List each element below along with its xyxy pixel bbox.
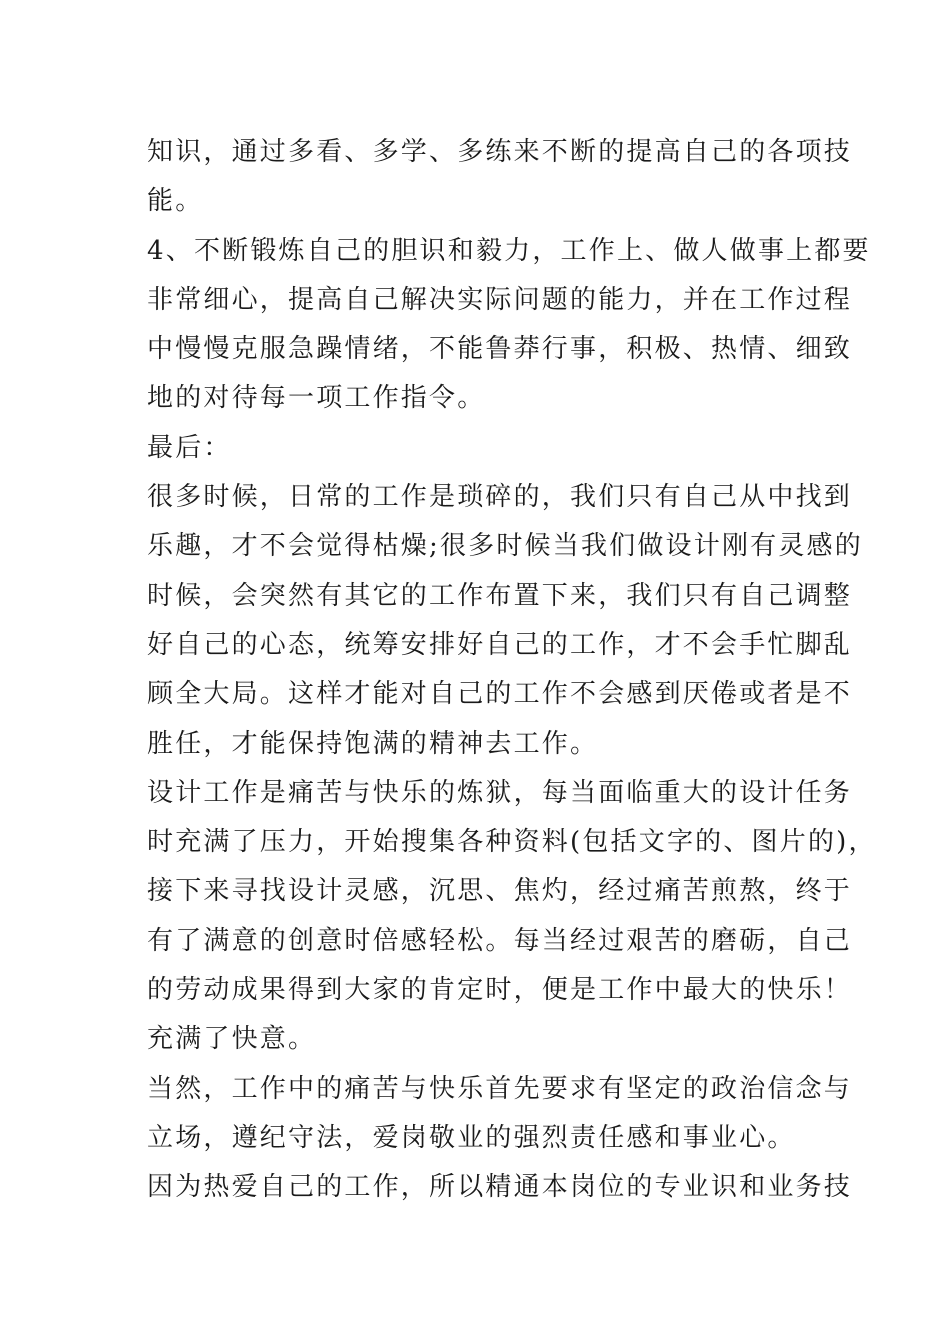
text-line: 顾全大局。这样才能对自己的工作不会感到厌倦或者是不	[147, 679, 853, 710]
text-line: 很多时候，日常的工作是琐碎的，我们只有自己从中找到	[147, 482, 853, 513]
text-line: 充满了快意。	[147, 1024, 317, 1055]
text-line: 乐趣，才不会觉得枯燥;很多时候当我们做设计刚有灵感的	[147, 531, 863, 562]
text-line: 设计工作是痛苦与快乐的炼狱，每当面临重大的设计任务	[147, 777, 853, 808]
text-line: 时候，会突然有其它的工作布置下来，我们只有自己调整	[147, 580, 853, 611]
text-line: 知识，通过多看、多学、多练来不断的提高自己的各项技	[147, 137, 853, 167]
text-line: 好自己的心态，统筹安排好自己的工作，才不会手忙脚乱	[147, 629, 853, 660]
text-line: 4、不断锻炼自己的胆识和毅力，工作上、做人做事上都要	[147, 235, 871, 266]
text-line: 胜任，才能保持饱满的精神去工作。	[147, 728, 599, 759]
text-line: 非常细心，提高自己解决实际问题的能力，并在工作过程	[147, 284, 853, 315]
text-line: 有了满意的创意时倍感轻松。每当经过艰苦的磨砺，自己	[147, 925, 853, 956]
text-line: 立场，遵纪守法，爱岗敬业的强烈责任感和事业心。	[147, 1122, 796, 1153]
text-line: 接下来寻找设计灵感，沉思、焦灼，经过痛苦煎熬，终于	[147, 876, 853, 907]
text-line: 地的对待每一项工作指令。	[147, 383, 486, 414]
text-line: 当然，工作中的痛苦与快乐首先要求有坚定的政治信念与	[147, 1073, 853, 1104]
section-heading: 最后：	[147, 432, 232, 463]
text-line: 能。	[147, 186, 204, 217]
text-line: 的劳动成果得到大家的肯定时，便是工作中最大的快乐！	[147, 975, 853, 1006]
text-line: 中慢慢克服急躁情绪，不能鲁莽行事，积极、热情、细致	[147, 334, 853, 365]
text-line: 时充满了压力，开始搜集各种资料(包括文字的、图片的)，	[147, 827, 877, 858]
text-line: 因为热爱自己的工作，所以精通本岗位的专业识和业务技	[147, 1172, 853, 1203]
body-text	[147, 128, 877, 1213]
